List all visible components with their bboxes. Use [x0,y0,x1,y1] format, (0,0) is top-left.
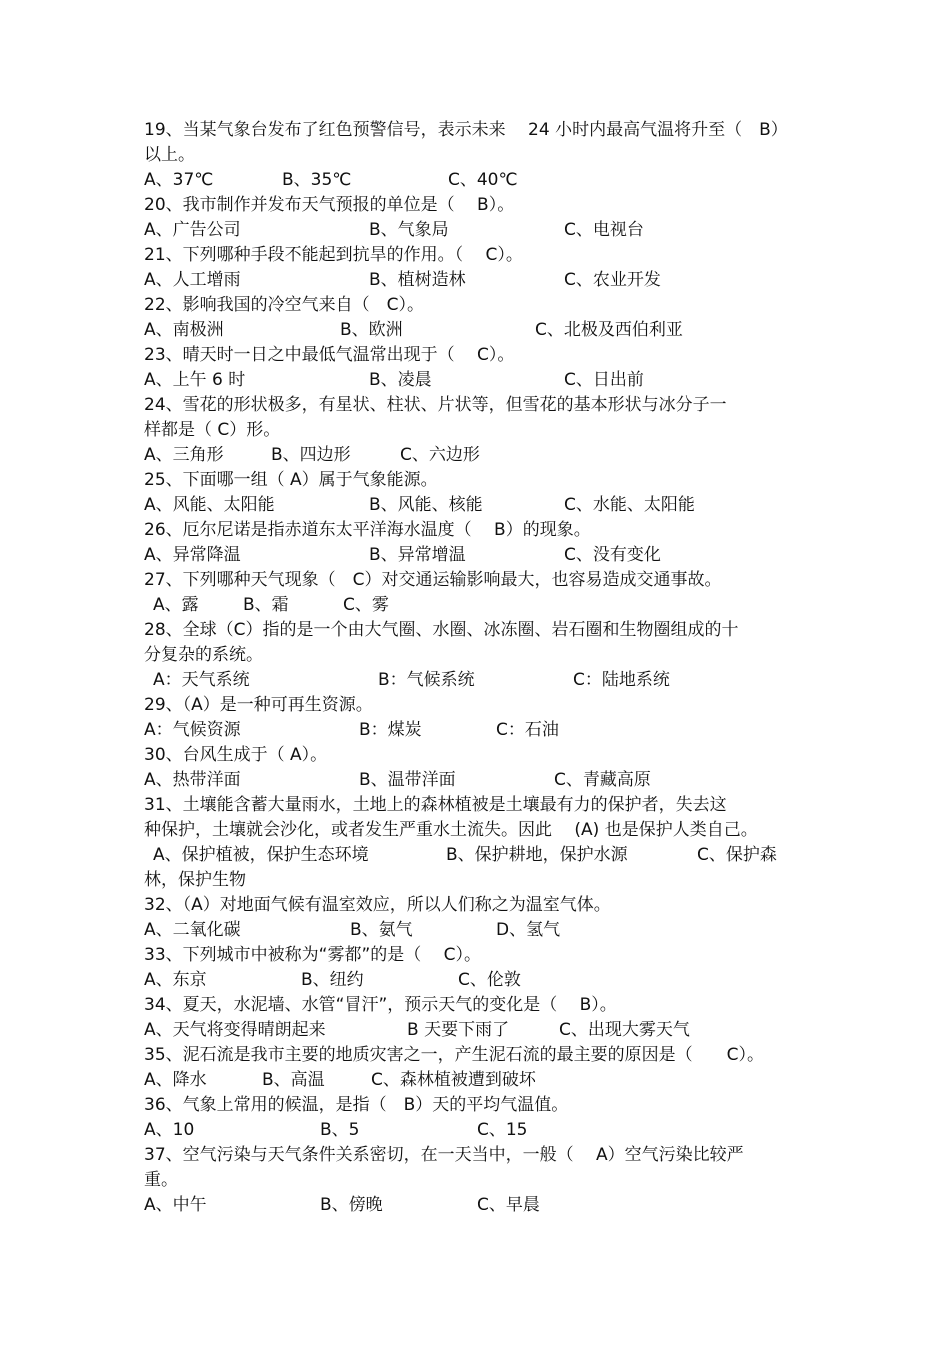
q24-option-c: C、六边形 [400,445,480,465]
q21-option-b: B、植树造林 [369,270,466,290]
q19-option-c: C、40℃ [448,170,518,190]
q23-option-b: B、凌晨 [369,370,432,390]
q23-option-c: C、日出前 [564,370,644,390]
question-31-line-1: 31、土壤能含蓄大量雨水，土地上的森林植被是土壤最有力的保护者，失去这 [144,795,727,815]
question-32: 32、（A）对地面气候有温室效应，所以人们称之为温室气体。 [144,895,611,915]
q33-option-b: B、纽约 [301,970,364,990]
q28-option-b: B：气候系统 [378,670,475,690]
q34-option-a: A、天气将变得晴朗起来 [144,1020,326,1040]
q21-option-a: A、人工增雨 [144,270,241,290]
q29-option-a: A：气候资源 [144,720,241,740]
question-23: 23、晴天时一日之中最低气温常出现于（ C）。 [144,345,515,365]
q30-option-b: B、温带洋面 [359,770,456,790]
question-26: 26、厄尔尼诺是指赤道东太平洋海水温度（ B）的现象。 [144,520,591,540]
q31-option-c-continued: 林，保护生物 [144,870,246,890]
question-35: 35、泥石流是我市主要的地质灾害之一，产生泥石流的最主要的原因是（ C）。 [144,1045,765,1065]
q32-option-a: A、二氧化碳 [144,920,241,940]
question-29: 29、（A）是一种可再生资源。 [144,695,373,715]
q33-option-a: A、东京 [144,970,207,990]
question-22: 22、影响我国的冷空气来自（ C）。 [144,295,425,315]
q35-option-b: B、高温 [262,1070,325,1090]
question-37-line-2: 重。 [144,1170,178,1190]
q24-option-a: A、三角形 [144,445,224,465]
question-21: 21、下列哪种手段不能起到抗旱的作用。（ C）。 [144,245,523,265]
q24-option-b: B、四边形 [271,445,351,465]
question-25: 25、下面哪一组（ A）属于气象能源。 [144,470,438,490]
q20-option-b: B、气象局 [369,220,449,240]
q37-option-b: B、傍晚 [320,1195,383,1215]
q29-option-c: C：石油 [496,720,559,740]
question-28-line-1: 28、全球（C）指的是一个由大气圈、水圈、冰冻圈、岩石圈和生物圈组成的十 [144,620,739,640]
q31-option-c: C、保护森 [697,845,777,865]
q28-option-a: A：天气系统 [153,670,250,690]
q25-option-c: C、水能、太阳能 [564,495,695,515]
q32-option-b: B、氨气 [350,920,413,940]
q19-option-b: B、35℃ [282,170,352,190]
q21-option-c: C、农业开发 [564,270,661,290]
question-24-line-1: 24、雪花的形状极多，有星状、柱状、片状等，但雪花的基本形状与冰分子一 [144,395,727,415]
question-19-line-1: 19、当某气象台发布了红色预警信号，表示未来 24 小时内最高气温将升至（ B） [144,120,788,140]
q26-option-b: B、异常增温 [369,545,466,565]
q26-option-a: A、异常降温 [144,545,241,565]
q25-option-a: A、风能、太阳能 [144,495,275,515]
q35-option-c: C、森林植被遭到破坏 [371,1070,536,1090]
question-27: 27、下列哪种天气现象（ C）对交通运输影响最大，也容易造成交通事故。 [144,570,722,590]
question-20: 20、我市制作并发布天气预报的单位是（ B）。 [144,195,515,215]
q34-option-b: B 天要下雨了 [407,1020,510,1040]
q27-option-c: C、雾 [343,595,389,615]
q23-option-a: A、上午 6 时 [144,370,246,390]
q34-option-c: C、出现大雾天气 [559,1020,690,1040]
q33-option-c: C、伦敦 [458,970,521,990]
q27-option-b: B、霜 [243,595,289,615]
q32-option-d: D、氢气 [496,920,561,940]
q37-option-c: C、早晨 [477,1195,540,1215]
question-37-line-1: 37、空气污染与天气条件关系密切，在一天当中，一般（ A）空气污染比较严 [144,1145,744,1165]
q30-option-a: A、热带洋面 [144,770,241,790]
question-34: 34、夏天，水泥墙、水管“冒汗”，预示天气的变化是（ B）。 [144,995,617,1015]
q31-option-a: A、保护植被，保护生态环境 [153,845,369,865]
q20-option-c: C、电视台 [564,220,644,240]
q26-option-c: C、没有变化 [564,545,661,565]
q22-option-a: A、南极洲 [144,320,224,340]
q36-option-c: C、15 [477,1120,528,1140]
question-24-line-2: 样都是（ C）形。 [144,420,281,440]
question-30: 30、台风生成于（ A）。 [144,745,328,765]
q27-option-a: A、露 [153,595,199,615]
q19-option-a: A、37℃ [144,170,214,190]
question-19-line-2: 以上。 [144,145,195,165]
question-28-line-2: 分复杂的系统。 [144,645,263,665]
q36-option-a: A、10 [144,1120,195,1140]
q35-option-a: A、降水 [144,1070,207,1090]
question-33: 33、下列城市中被称为“雾都”的是（ C）。 [144,945,482,965]
q36-option-b: B、5 [320,1120,360,1140]
question-36: 36、气象上常用的候温，是指（ B）天的平均气温值。 [144,1095,569,1115]
q20-option-a: A、广告公司 [144,220,241,240]
q22-option-b: B、欧洲 [340,320,403,340]
q37-option-a: A、中午 [144,1195,207,1215]
q30-option-c: C、青藏高原 [554,770,651,790]
question-31-line-2: 种保护，土壤就会沙化，或者发生严重水土流失。因此 (A) 也是保护人类自己。 [144,820,758,840]
q22-option-c: C、北极及西伯利亚 [535,320,683,340]
q28-option-c: C：陆地系统 [573,670,670,690]
q25-option-b: B、风能、核能 [369,495,483,515]
q29-option-b: B：煤炭 [359,720,422,740]
q31-option-b: B、保护耕地，保护水源 [446,845,628,865]
